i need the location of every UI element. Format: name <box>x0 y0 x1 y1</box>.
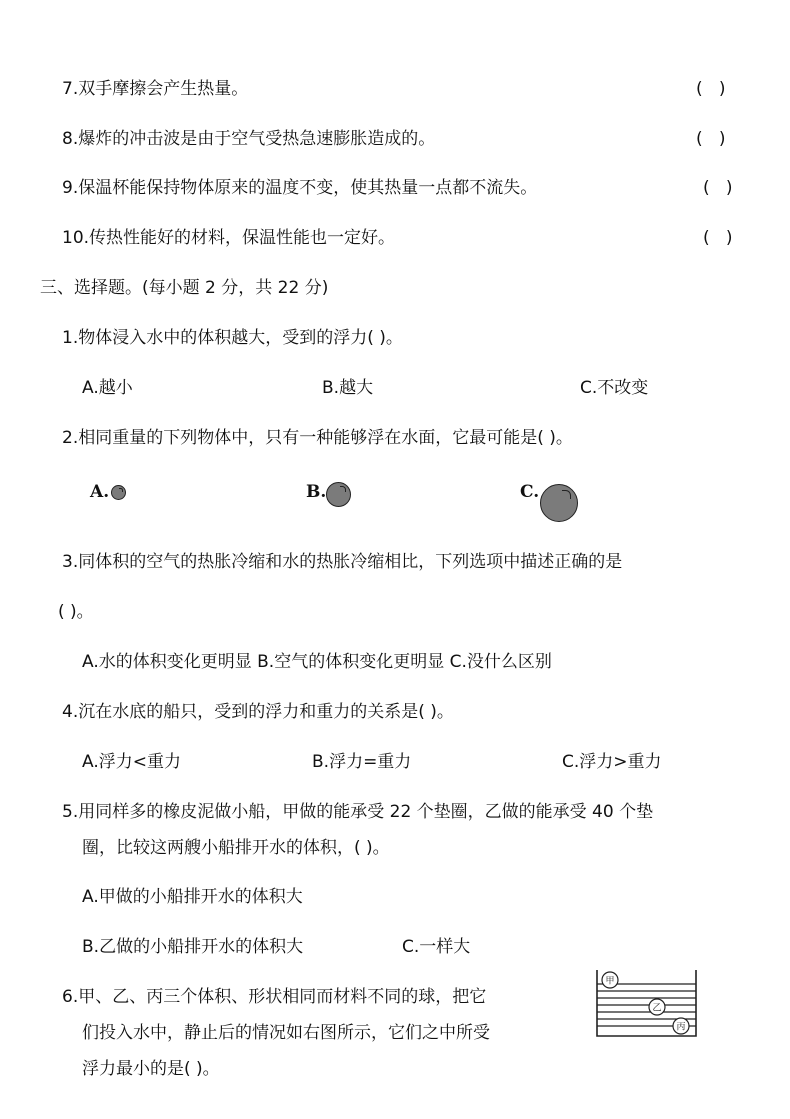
ball-bing-label: 丙 <box>676 1022 686 1033</box>
q1-option-a[interactable]: A.越小 <box>82 378 133 398</box>
beaker-figure <box>596 968 698 1038</box>
question-2: 2.相同重量的下列物体中，只有一种能够浮在水面，它最可能是( )。 <box>62 428 573 448</box>
q5-option-a[interactable]: A.甲做的小船排开水的体积大 <box>82 887 303 907</box>
question-6: 6.甲、乙、丙三个体积、形状相同而材料不同的球，把它 <box>62 987 487 1007</box>
judgement-item-7: 7.双手摩擦会产生热量。 <box>62 79 249 99</box>
question-4: 4.沉在水底的船只，受到的浮力和重力的关系是( )。 <box>62 702 454 722</box>
judgement-item-9: 9.保温杯能保持物体原来的温度不变，使其热量一点都不流失。 <box>62 178 538 198</box>
question-3: 3.同体积的空气的热胀冷缩和水的热胀冷缩相比，下列选项中描述正确的是 <box>62 552 623 572</box>
question-1: 1.物体浸入水中的体积越大，受到的浮力( )。 <box>62 328 403 348</box>
q5-option-c[interactable]: C.一样大 <box>402 937 471 957</box>
question-5-line2: 圈，比较这两艘小船排开水的体积，( )。 <box>82 838 390 858</box>
q2-option-a[interactable]: A. <box>90 482 110 502</box>
ball-jia-label: 甲 <box>605 976 615 987</box>
question-3-bracket[interactable]: ( )。 <box>58 602 94 622</box>
q4-option-a[interactable]: A.浮力<重力 <box>82 752 181 772</box>
ball-jia-icon <box>602 972 618 988</box>
q3-options[interactable]: A.水的体积变化更明显 B.空气的体积变化更明显 C.没什么区别 <box>82 652 552 672</box>
section-3-title: 三、选择题。(每小题 2 分，共 22 分) <box>40 278 329 298</box>
question-5: 5.用同样多的橡皮泥做小船，甲做的能承受 22 个垫圈，乙做的能承受 40 个垫 <box>62 802 654 822</box>
answer-bracket-7[interactable]: ( ) <box>696 79 726 99</box>
answer-bracket-10[interactable]: ( ) <box>703 228 733 248</box>
answer-bracket-8[interactable]: ( ) <box>696 129 726 149</box>
question-6-line3: 浮力最小的是( )。 <box>82 1059 220 1079</box>
q4-option-b[interactable]: B.浮力=重力 <box>312 752 412 772</box>
q1-option-b[interactable]: B.越大 <box>322 378 374 398</box>
q4-option-c[interactable]: C.浮力>重力 <box>562 752 662 772</box>
ball-bing-icon <box>673 1018 689 1034</box>
q5-option-b[interactable]: B.乙做的小船排开水的体积大 <box>82 937 304 957</box>
ball-yi-icon <box>649 999 665 1015</box>
judgement-item-10: 10.传热性能好的材料，保温性能也一定好。 <box>62 228 396 248</box>
ball-yi-label: 乙 <box>652 1003 662 1014</box>
large-ball-icon <box>540 484 578 522</box>
q2-option-c[interactable]: C. <box>520 482 540 502</box>
medium-ball-icon <box>326 482 351 507</box>
question-6-line2: 们投入水中，静止后的情况如右图所示，它们之中所受 <box>82 1023 490 1043</box>
judgement-item-8: 8.爆炸的冲击波是由于空气受热急速膨胀造成的。 <box>62 129 436 149</box>
small-ball-icon <box>111 485 126 500</box>
q2-option-b[interactable]: B. <box>306 482 327 502</box>
q1-option-c[interactable]: C.不改变 <box>580 378 649 398</box>
answer-bracket-9[interactable]: ( ) <box>703 178 733 198</box>
